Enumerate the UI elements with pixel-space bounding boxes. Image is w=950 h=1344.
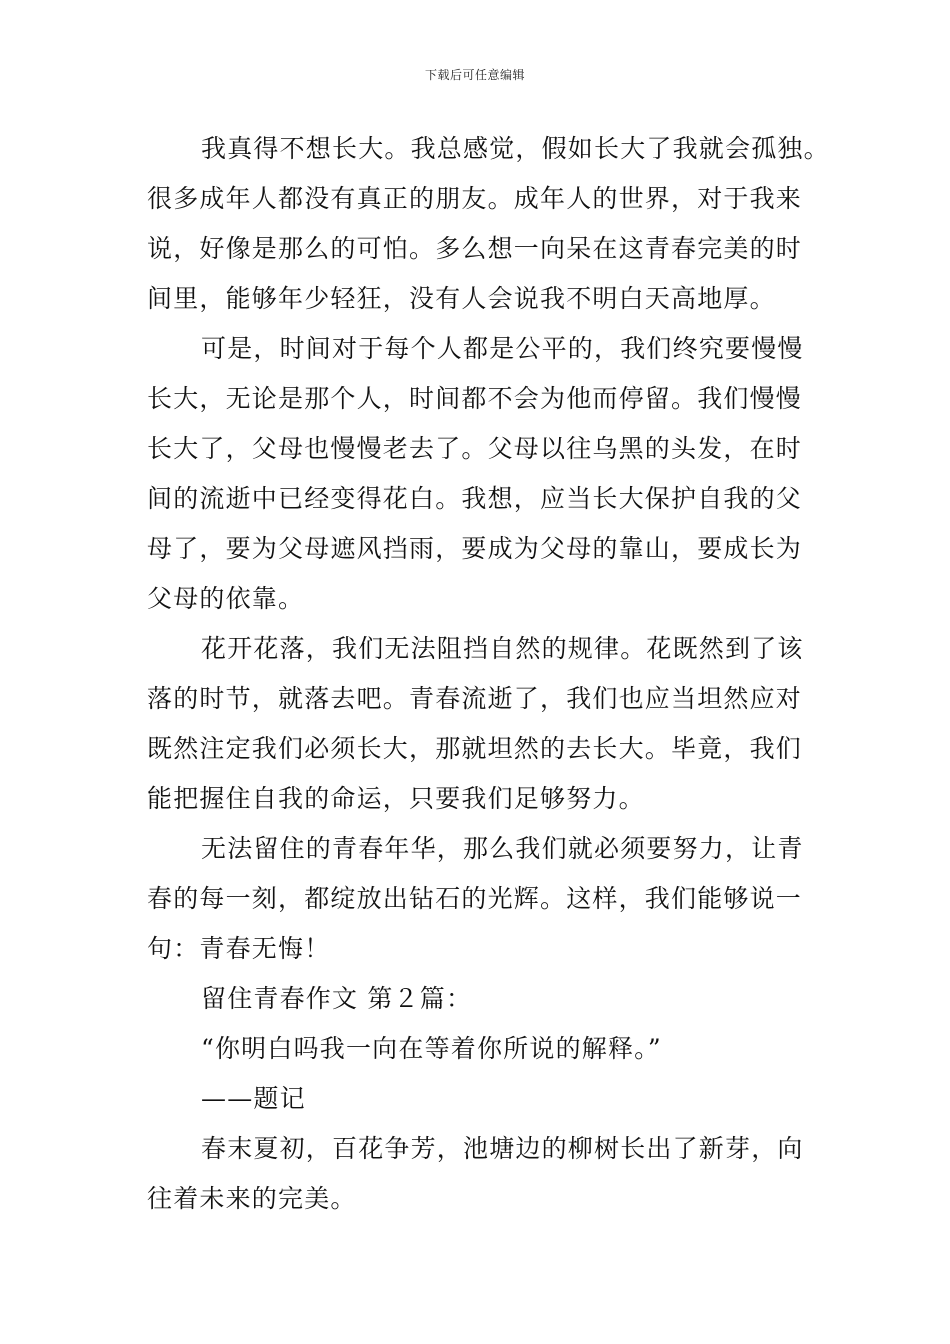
- paragraph-3: [147, 624, 811, 824]
- section-title: 留住青春作文 第２篇：: [201, 984, 473, 1013]
- paragraph-2: [147, 324, 811, 624]
- text-line: 可是，时间对于每个人都是公平的，我们终究要慢慢: [201, 334, 804, 363]
- text-line: 母了，要为父母遮风挡雨，要成为父母的靠山，要成长为: [147, 534, 803, 563]
- quote-line: “你明白吗我一向在等着你所说的解释。”: [201, 1034, 662, 1063]
- paragraph-1: [147, 124, 830, 324]
- attribution-line: ——题记: [201, 1084, 306, 1113]
- text-line: 说，好像是那么的可怕。多么想一向呆在这青春完美的时: [147, 234, 803, 263]
- text-line: 长大，无论是那个人，时间都不会为他而停留。我们慢慢: [147, 384, 803, 413]
- paragraph-5: [147, 1124, 811, 1224]
- paragraph-4: [147, 824, 811, 974]
- text-line: 既然注定我们必须长大，那就坦然的去长大。毕竟，我们: [147, 734, 803, 763]
- text-line: 句：青春无悔！: [147, 934, 331, 963]
- text-line: 很多成年人都没有真正的朋友。成年人的世界，对于我来: [147, 184, 803, 213]
- text-line: 我真得不想长大。我总感觉，假如长大了我就会孤独。: [201, 134, 830, 163]
- text-line: 落的时节，就落去吧。青春流逝了，我们也应当坦然应对: [147, 684, 803, 713]
- text-line: 间里，能够年少轻狂，没有人会说我不明白天高地厚。: [147, 284, 776, 313]
- section-heading: [147, 974, 811, 1024]
- text-line: 春的每一刻，都绽放出钻石的光辉。这样，我们能够说一: [147, 884, 803, 913]
- text-line: 能把握住自我的命运，只要我们足够努力。: [147, 784, 645, 813]
- text-line: 父母的依靠。: [147, 584, 305, 613]
- header-note: 下载后可任意编辑: [424, 68, 525, 82]
- text-line: 往着未来的完美。: [147, 1184, 357, 1213]
- document-body: [147, 124, 830, 1224]
- text-line: 花开花落，我们无法阻挡自然的规律。花既然到了该: [201, 634, 804, 663]
- text-line: 无法留住的青春年华，那么我们就必须要努力，让青: [201, 834, 804, 863]
- epigraph-quote: [147, 1024, 811, 1074]
- text-line: 春末夏初，百花争芳，池塘边的柳树长出了新芽，向: [201, 1134, 804, 1163]
- text-line: 间的流逝中已经变得花白。我想，应当长大保护自我的父: [147, 484, 803, 513]
- text-line: 长大了，父母也慢慢老去了。父母以往乌黑的头发，在时: [147, 434, 803, 463]
- epigraph-attribution: [147, 1074, 811, 1124]
